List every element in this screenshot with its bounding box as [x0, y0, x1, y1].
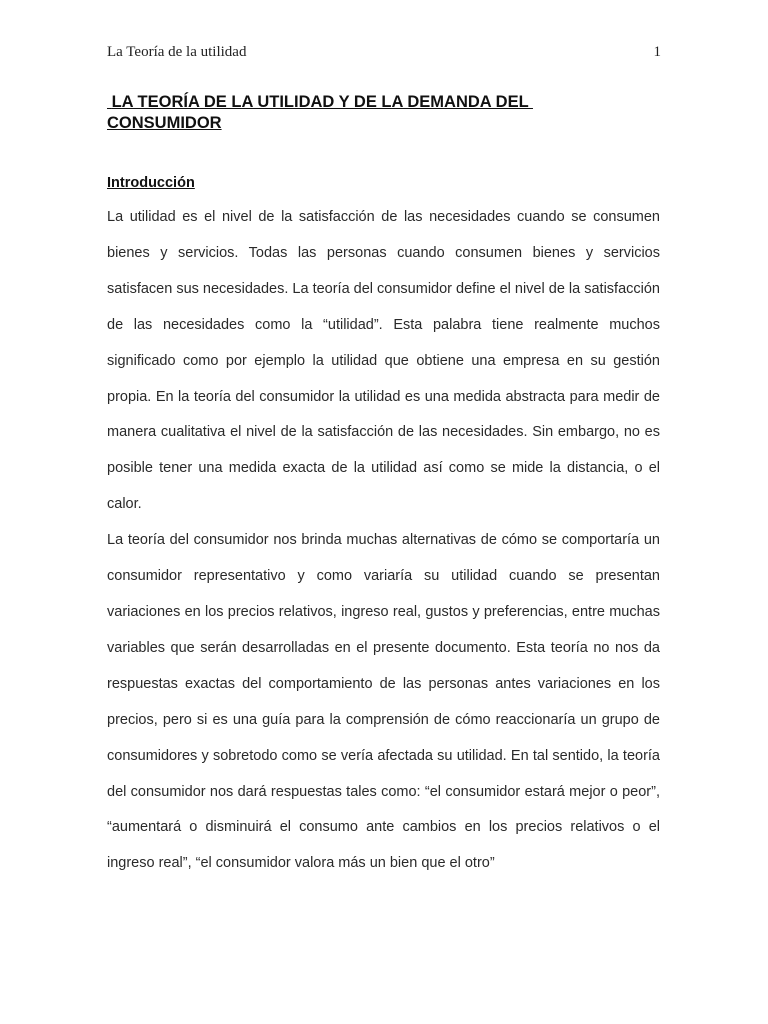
running-header [107, 44, 661, 61]
document-title-line-1: LA TEORÍA DE LA UTILIDAD Y DE LA DEMANDA DEL [107, 93, 533, 111]
section-heading: Introducción [107, 175, 195, 191]
paragraph: La teoría del consumidor nos brinda muchas alternativas de cómo se comportaría un consumidor representativo y como variaría su utilidad cuando se presentan variaciones en los precios relativos, ingreso real, gustos y preferencias, entre muchas variables que serán desarrolladas en el presente documento. Esta teoría no nos da respuestas exactas del comportamiento de las personas antes variaciones en los precios, pero si es una guía para la comprensión de cómo reaccionaría un grupo de consumidores y sobretodo como se vería afectada su utilidad. En tal sentido, la teoría del consumidor nos dará respuestas tales como: “el consumidor estará mejor o peor”, “aumentará o disminuirá el consumo ante cambios en los precios relativos o el ingreso real”, “el consumidor valora más un bien que el otro” [107, 532, 660, 872]
document-title-line-2: CONSUMIDOR [107, 114, 222, 132]
paragraph: La utilidad es el nivel de la satisfacción de las necesidades cuando se consumen bienes y servicios. Todas las personas cuando consumen bienes y servicios satisfacen sus necesidades. La teoría del consumidor define el nivel de la satisfacción de las necesidades como la “utilidad”. Esta palabra tiene realmente muchos significado como por ejemplo la utilidad que obtiene una empresa en su gestión propia. En la teoría del consumidor la utilidad es una medida abstracta para medir de manera cualitativa el nivel de la satisfacción de las necesidades. Sin embargo, no es posible tener una medida exacta de la utilidad así como se mide la distancia, o el calor. [107, 209, 660, 513]
document-title [107, 92, 627, 134]
body-text [107, 200, 660, 882]
running-title: La Teoría de la utilidad [107, 44, 247, 60]
page-number: 1 [653, 44, 661, 60]
